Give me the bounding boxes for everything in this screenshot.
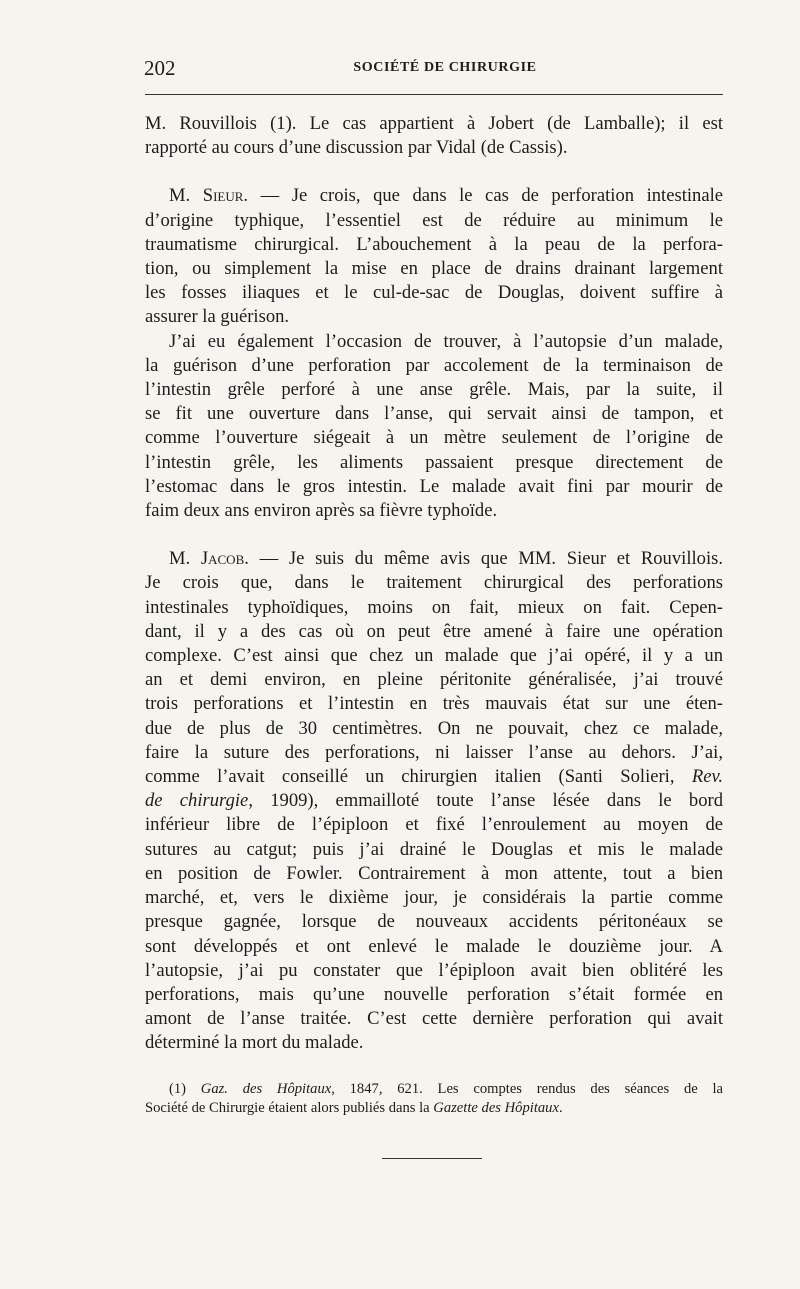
text-line <box>145 547 723 571</box>
footnote-marker: (1) <box>169 1081 201 1097</box>
text-line: déterminé la mort du malade. <box>145 1032 364 1054</box>
speaker-prefix: M. <box>169 185 203 207</box>
text-line: comme l’ouverture siégeait à un mètre seulement de l’origine de <box>145 427 723 449</box>
text-line: se fit une ouverture dans l’anse, qui servait ainsi de tampon, et <box>145 403 723 425</box>
text-line: assurer la guérison. <box>145 306 290 328</box>
text-line: traumatisme chirurgical. L’abouchement à la peau de la perfora- <box>145 233 723 255</box>
footnote-line <box>145 1080 723 1099</box>
speaker-prefix: M. <box>169 548 201 570</box>
text-line: rapporté au cours d’une discussion par Vidal (de Cassis). <box>145 137 568 159</box>
paragraph-jacob <box>145 547 723 1055</box>
text-line: sont développés et ont enlevé le malade le douzième jour. A <box>145 935 723 957</box>
footnote <box>145 1080 723 1118</box>
text-line <box>145 789 723 813</box>
speaker-name: Sieur <box>202 185 244 207</box>
text-line: l’autopsie, j’ai pu constater que l’épiploon avait bien oblitéré les <box>145 959 723 981</box>
page-header <box>145 56 725 84</box>
text-line: M. Rouvillois (1). Le cas appartient à Jobert (de Lamballe); il est <box>145 113 723 134</box>
body-text <box>145 112 723 1056</box>
text-line: l’intestin grêle, les aliments passaient presque directement de <box>145 451 723 473</box>
text-run: , 1909), emmailloté toute l’anse lésée dans le bord <box>248 790 724 812</box>
journal-title: Gaz. des Hôpitaux <box>200 1081 332 1097</box>
text-line: sutures au catgut; puis j’ai drainé le Douglas et mis le malade <box>145 838 723 860</box>
text-line: presque gagnée, lorsque de nouveaux accidents péritonéaux se <box>145 911 723 933</box>
text-line: faire la suture des perforations, ni laisser l’anse au dehors. J’ai, <box>145 741 723 763</box>
text-line: l’estomac dans le gros intestin. Le malade avait fini par mourir de <box>145 475 723 497</box>
end-rule <box>382 1158 482 1159</box>
text-line: d’origine typhique, l’essentiel est de réduire au minimum le <box>145 209 723 231</box>
text-run: . — Je suis du même avis que MM. Sieur et Rouvillois. <box>244 548 723 570</box>
journal-title: de chirurgie <box>145 790 249 812</box>
text-line: en position de Fowler. Contrairement à mon attente, tout a bien <box>145 862 723 884</box>
text-line: an et demi environ, en pleine péritonite généralisée, j’ai trouvé <box>145 669 723 691</box>
text-line: faim deux ans environ après sa fièvre typhoïde. <box>145 500 498 522</box>
text-run: . <box>558 1100 563 1116</box>
text-run: comme l’avait conseillé un chirurgien italien (Santi Solieri, <box>145 766 692 788</box>
text-line: inférieur libre de l’épiploon et fixé l’enroulement au moyen de <box>145 814 723 836</box>
text-line: perforations, mais qu’une nouvelle perforation s’était formée en <box>145 983 723 1005</box>
header-rule <box>145 94 723 95</box>
text-line: l’intestin grêle perforé à une anse grêle. Mais, par la suite, il <box>145 379 723 401</box>
text-line: J’ai eu également l’occasion de trouver, à l’autopsie d’un malade, <box>169 330 723 352</box>
text-line: tion, ou simplement la mise en place de drains drainant largement <box>145 258 723 280</box>
text-line <box>145 184 723 208</box>
page-number: 202 <box>144 56 176 80</box>
text-run: , 1847, 621. Les comptes rendus des séances de la <box>331 1081 724 1097</box>
journal-title: Gazette des Hôpitaux <box>433 1100 559 1116</box>
running-head: SOCIÉTÉ DE CHIRURGIE <box>353 60 537 75</box>
text-line: complexe. C’est ainsi que chez un malade que j’ai opéré, il y a un <box>145 645 723 667</box>
paragraph-sieur <box>145 184 723 329</box>
speaker-name: Jacob <box>200 548 245 570</box>
paragraph-autopsy <box>145 330 723 524</box>
text-line: intestinales typhoïdiques, moins on fait, mieux on fait. Cepen- <box>145 596 723 618</box>
footnote-line <box>145 1099 723 1118</box>
text-line <box>145 765 723 789</box>
text-line: Je crois que, dans le traitement chirurgical des perforations <box>145 572 723 594</box>
text-line: la guérison d’une perforation par accolement de la terminaison de <box>145 354 723 376</box>
journal-title: Rev. <box>691 766 723 788</box>
text-line: les fosses iliaques et le cul-de-sac de Douglas, doivent suffire à <box>145 282 723 304</box>
paragraph-rouvillois <box>145 112 723 160</box>
text-line: dant, il y a des cas où on peut être amené à faire une opération <box>145 620 723 642</box>
text-run: . — Je crois, que dans le cas de perforation intestinale <box>243 185 723 207</box>
text-line: marché, et, vers le dixième jour, je considérais la partie comme <box>145 887 723 909</box>
text-line: trois perforations et l’intestin en très mauvais état sur une éten- <box>145 693 723 715</box>
text-run: Société de Chirurgie étaient alors publiés dans la <box>145 1100 434 1116</box>
text-line: amont de l’anse traitée. C’est cette dernière perforation qui avait <box>145 1008 723 1030</box>
text-line: due de plus de 30 centimètres. On ne pouvait, chez ce malade, <box>145 717 723 739</box>
